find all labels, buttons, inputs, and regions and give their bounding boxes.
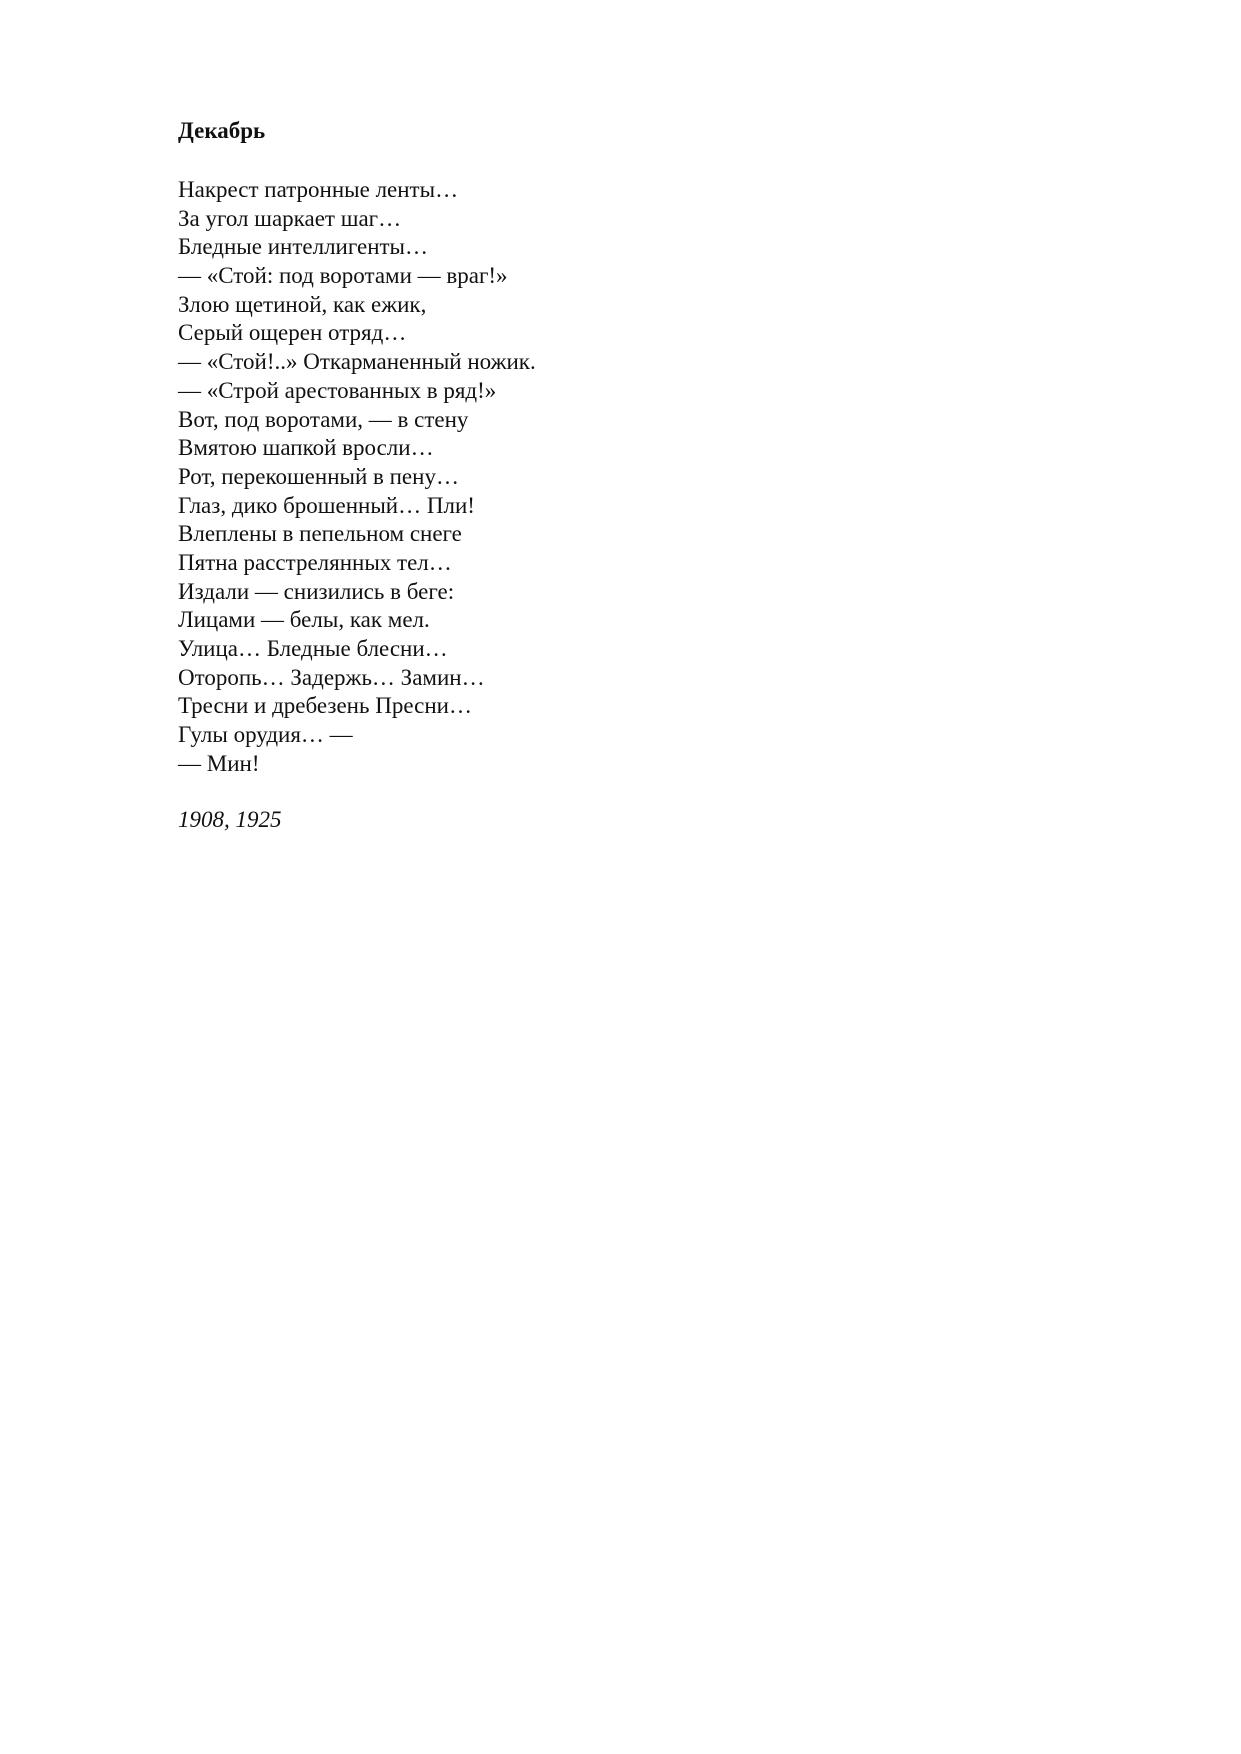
poem-line: Влеплены в пепельном снеге [178, 521, 462, 547]
poem [178, 116, 536, 835]
poem-line: Вот, под воротами, — в стену [178, 406, 469, 432]
poem-line: — Мин! [178, 750, 260, 776]
poem-lines [178, 176, 536, 778]
poem-date: 1908, 1925 [178, 807, 282, 833]
poem-line: Тресни и дребезень Пресни… [178, 693, 472, 719]
poem-line: Рот, перекошенный в пену… [178, 463, 459, 489]
poem-title: Декабрь [178, 118, 266, 143]
poem-line: Глаз, дико брошенный… Пли! [178, 492, 475, 518]
poem-line: Оторопь… Задержь… Замин… [178, 664, 485, 690]
poem-line: Злою щетиной, как ежик, [178, 291, 427, 317]
poem-line: Издали — снизились в беге: [178, 578, 455, 604]
poem-line: Вмятою шапкой вросли… [178, 435, 434, 461]
poem-line: За угол шаркает шаг… [178, 205, 402, 231]
poem-line: — «Стой!..» Откарманенный ножик. [178, 349, 536, 375]
poem-line: Лицами — белы, как мел. [178, 607, 430, 633]
poem-line: Серый ощерен отряд… [178, 320, 407, 346]
poem-line: Гулы орудия… — [178, 722, 353, 748]
poem-line: — «Стой: под воротами — враг!» [178, 263, 508, 289]
poem-line: Пятна расстрелянных тел… [178, 549, 452, 575]
poem-line: Накрест патронные ленты… [178, 177, 459, 202]
poem-line: Улица… Бледные блесни… [178, 636, 448, 661]
poem-line: — «Строй арестованных в ряд!» [178, 377, 497, 403]
poem-line: Бледные интеллигенты… [178, 234, 429, 260]
